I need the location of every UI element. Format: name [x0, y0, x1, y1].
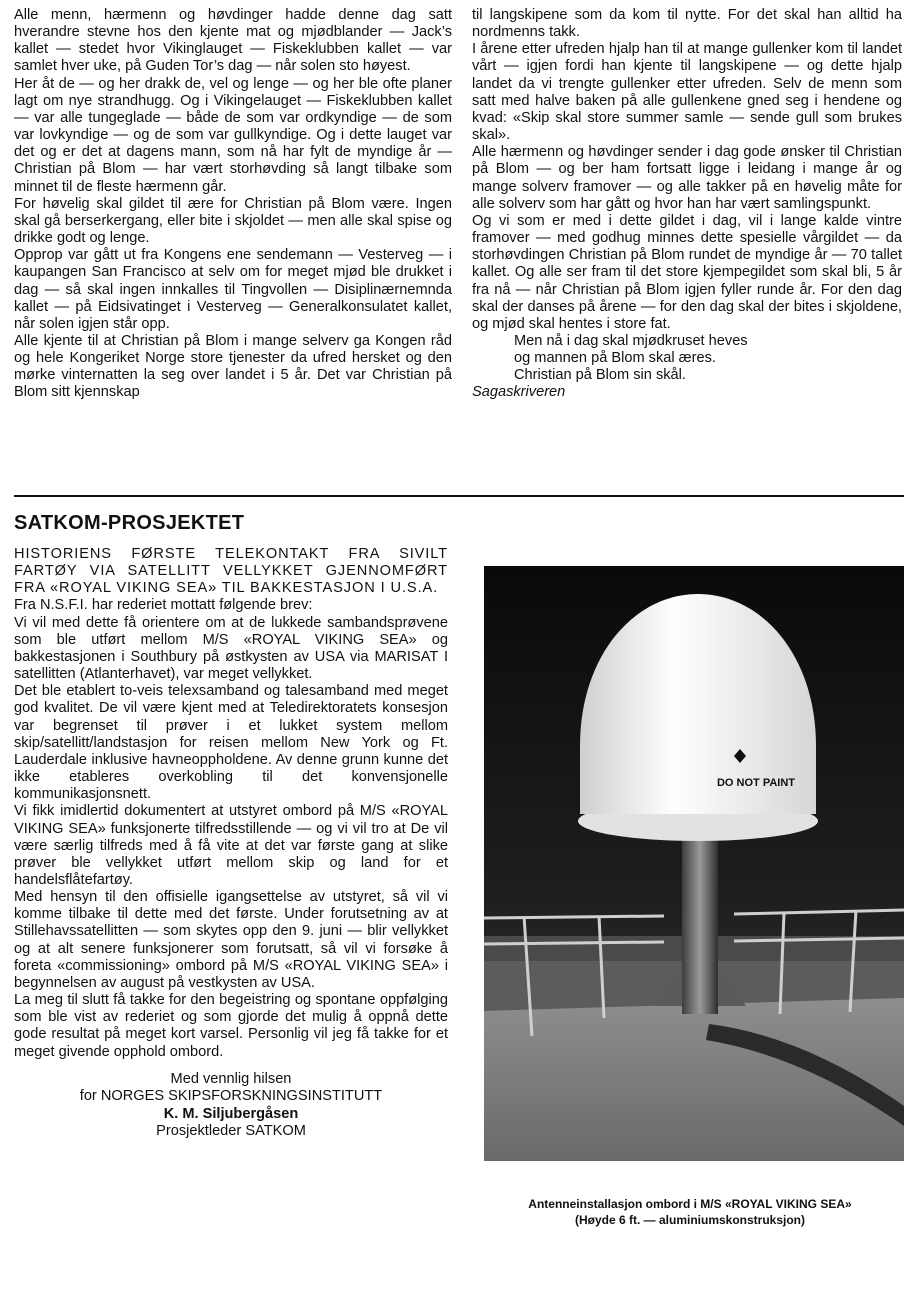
photo-caption	[470, 1196, 910, 1228]
paragraph: Med hensyn til den offisielle igangsettelse av utstyret, så vil vi komme tilbake til dette med det første. Under forutsetning av at Stillehavssatellitten — som skytes opp den 9. juni — blir vellykket og at alt senere funksjonerer som forutsatt, så vil vi forsøke å foreta «commissioning» ombord på M/S «ROYAL VIKING SEA» i begynnelsen av august på vestkysten av USA.	[14, 889, 448, 991]
article-column-left	[14, 7, 452, 402]
satkom-letter	[14, 546, 448, 1141]
paragraph: La meg til slutt få takke for den begeistring og spontane oppfølging som ble vist av rederiet og som gjorde det mulig å oppnå dette gode resultat på meget kort varsel. Personlig vil jeg få takke for et meget givende opphold ombord.	[14, 992, 448, 1060]
lead-paragraph: HISTORIENS FØRSTE TELEKONTAKT FRA SIVILT FARTØY VIA SATELLITT VELLYKKET GJENNOMFØRT FRA «ROYAL VIKING SEA» TIL BAKKESTASJON I U.S.A.	[14, 546, 448, 597]
caption-line: Antenneinstallasjon ombord i M/S «ROYAL VIKING SEA»	[528, 1197, 852, 1211]
author-signature: Sagaskriveren	[472, 384, 566, 401]
antenna-photo	[484, 566, 904, 1161]
closing-organization: for NORGES SKIPSFORSKNINGSINSTITUTT	[79, 1088, 383, 1105]
paragraph: Fra N.S.F.I. har rederiet mottatt følgende brev:	[14, 597, 313, 614]
verse-line: og mannen på Blom skal æres.	[514, 350, 716, 367]
paragraph: I årene etter ufreden hjalp han til at mange gullenker kom til landet vårt — igjen fordi han kjente til langskipene — og dette hjalp landet da vi trengte gullenker etter ufreden. Selv de menn som satt med halve baken på alle gullenkene gned seg i hendene og kvad: «Skip skal store summer samle — sende gull som brukes skal».	[472, 41, 902, 144]
paragraph: Alle hærmenn og høvdinger sender i dag gode ønsker til Christian på Blom — og ber ham fortsatt ligge i leidang i mange år og mange solverv framover — og alle takker på en høvelig måte for alle solverv som har gått og hvor han har vært samlingspunkt.	[472, 144, 902, 212]
closing-title: Prosjektleder SATKOM	[156, 1123, 306, 1140]
paragraph: Alle kjente til at Christian på Blom i mange selverv ga Kongen råd og hele Kongeriket Norge store tjenester da ufred hersket og den mørke vinternatten la seg over landet i 5 år. Det var Christian på Blom sitt kjennskap	[14, 332, 452, 401]
paragraph: Vi vil med dette få orientere om at de lukkede sambandsprøvene som ble utført mellom M/S «ROYAL VIKING SEA» og bakkestasjonen i Southbury på østkysten av USA via MARISAT I satellitten (Atlanterhavet), var meget vellykket.	[14, 614, 448, 683]
verse-line: Men nå i dag skal mjødkruset heves	[514, 332, 748, 349]
caption-line: (Høyde 6 ft. — aluminiumskonstruksjon)	[574, 1213, 806, 1227]
closing-greeting: Med vennlig hilsen	[170, 1070, 292, 1087]
section-divider	[14, 495, 904, 497]
section-heading: SATKOM-PROSJEKTET	[14, 512, 245, 534]
paragraph: For høvelig skal gildet til ære for Christian på Blom være. Ingen skal gå berserkergang, eller bite i skjoldet — men alle skal spise og drikke godt og lenge.	[14, 195, 452, 247]
paragraph: Her åt de — og her drakk de, vel og lenge — og her ble ofte planer lagt om nye strandhugg. Og i Vikingelauget — Fiskeklubben kallet — var alle tungeglade — både de som var ordkyndige — de som var lovkyndige — og de som var gullkyndige. Og i dette lauget var det og er det at dagens mann, som nå har fylt de myndige år — Christian på Blom — har vært storhøvding så langt tilbake som minnet til de fleste hærmenn går.	[14, 75, 452, 195]
paragraph: Det ble etablert to-veis telexsamband og talesamband med meget god kvalitet. De vil være kjent med at Teledirektoratets konsesjon var begrenset til prøver i et lukket system mellom skip/satellitt/landstasjon for reisen mellom New York og Ft. Lauderdale inklusive havneoppholdene. Av denne grunn kunne det ikke etableres overkobling til det konvensjonelle kommunikasjonsnett.	[14, 683, 448, 803]
article-column-right	[472, 7, 902, 402]
paragraph: Opprop var gått ut fra Kongens ene sendemann — Vesterveg — i kaupangen San Francisco at selv om for meget mjød ble drukket i dag — så skal ingen innkalles til Tingvollen — Disiplinærnemnda kallet — på Eidsivatinget i Vesterveg — Generalkonsulatet kallet, når solen igjen står opp.	[14, 247, 452, 332]
letter-closing	[14, 1071, 448, 1141]
paragraph: til langskipene som da kom til nytte. For det skal han alltid ha nordmenns takk.	[472, 7, 902, 41]
paragraph: Alle menn, hærmenn og høvdinger hadde denne dag satt hverandre stevne hos den kjente mat og mjødblander — Jack’s kallet — stedet hvor Vikinglauget — Fiskeklubben kallet — var samlet hver uke, på Guden Tor’s dag — når solen sto høyest.	[14, 7, 452, 75]
dome-label: DO NOT PAINT	[716, 777, 796, 789]
toast-verse	[472, 333, 902, 384]
paragraph: Og vi som er med i dette gildet i dag, vil i lange kalde vintre framover — med godhug minnes dette spesielle vårgildet — da storhøvdingen Christian på Blom rundet de myndige år — 70 tallet kallet. Og alle ser fram til det store kjempegildet som skal bli, 5 år fra nå — når Christian på Blom igjen fyller runde år. For den dag skal der danses på årene — for den dag skal der bites i skjoldene, og mjød skal hentes i store fat.	[472, 212, 902, 332]
paragraph: Vi fikk imidlertid dokumentert at utstyret ombord på M/S «ROYAL VIKING SEA» funksjonerte tilfredsstillende — og vi vil tro at De vil være særlig tilfreds med å få vite at det var første gang at slike prøver ble vellykket utført mellom skip og land for et handelsflåtefartøy.	[14, 803, 448, 888]
closing-name: K. M. Siljubergåsen	[163, 1105, 299, 1122]
verse-line: Christian på Blom sin skål.	[514, 367, 686, 384]
